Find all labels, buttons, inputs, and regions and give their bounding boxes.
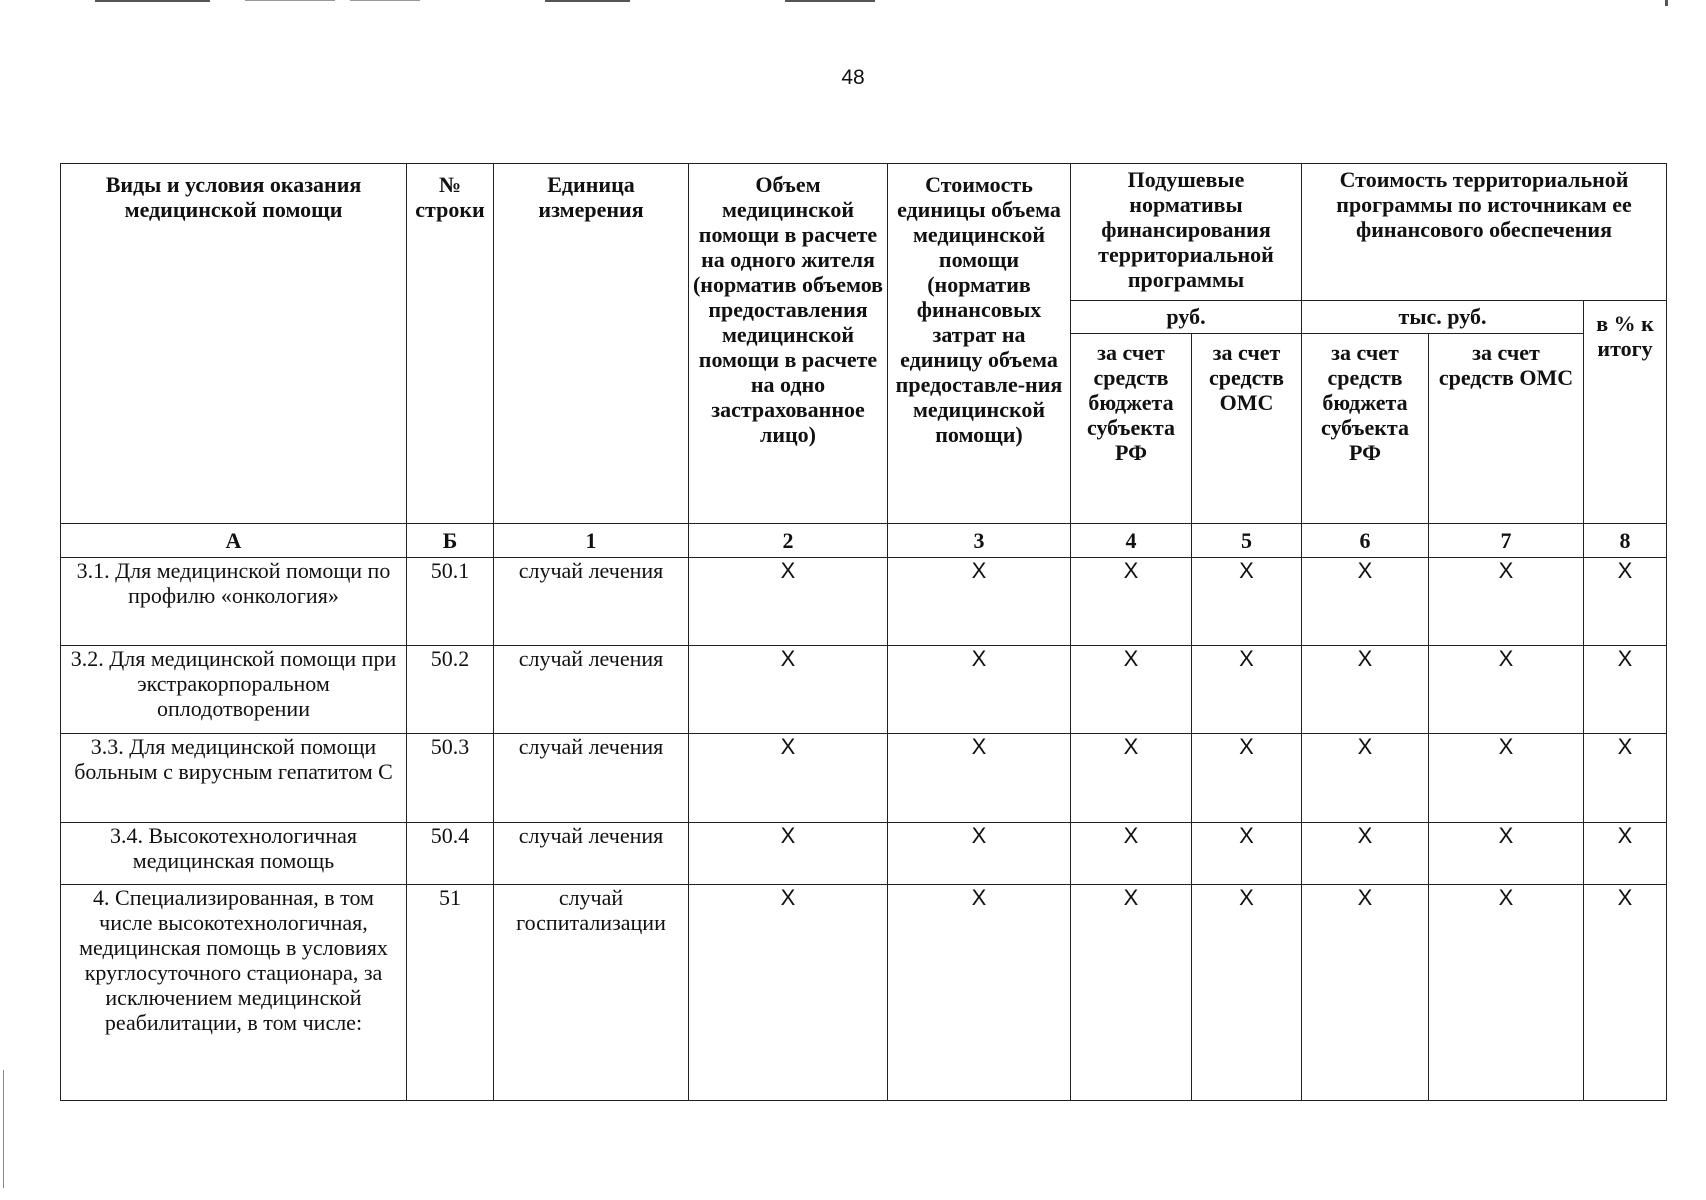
row-value: Х [1429,646,1584,734]
table-row [61,646,1667,734]
row-unit: случай лечения [494,646,689,734]
row-number: 50.3 [407,734,494,823]
column-number: 8 [1584,524,1667,558]
row-value: Х [1429,823,1584,885]
row-value: Х [689,558,888,646]
header-col-5: за счет средств ОМС [1192,334,1302,524]
column-number: А [61,524,407,558]
header-col-3: Стоимость единицы объема медицинской помощи (норматив финансовых затрат на единицу объема предоставле-ния медицинской помощи) [888,164,1071,524]
row-value: Х [1071,885,1192,1101]
column-number: 6 [1302,524,1429,558]
header-percent-total: в % к итогу [1584,301,1667,524]
row-value: Х [1584,646,1667,734]
header-col-7: за счет средств ОМС [1429,334,1584,524]
page-number: 48 [841,66,865,89]
row-value: Х [888,558,1071,646]
row-value: Х [1071,823,1192,885]
row-name: 4. Специализированная, в том числе высокотехнологичная, медицинская помощь в условиях круглосуточного стационара, за исключением медицинской реабилитации, в том числе: [61,885,407,1101]
scan-artifact [245,0,335,1]
header-row-1 [61,164,1667,301]
scan-artifact [1665,0,1668,6]
scan-artifact [785,0,875,2]
header-col-a: Виды и условия оказания медицинской помощи [61,164,407,524]
row-value: Х [1192,734,1302,823]
row-name: 3.3. Для медицинской помощи больным с вирусным гепатитом С [61,734,407,823]
row-value: Х [1192,558,1302,646]
row-value: Х [888,734,1071,823]
row-value: Х [1302,734,1429,823]
row-value: Х [1429,734,1584,823]
row-value: Х [1302,646,1429,734]
row-value: Х [1429,558,1584,646]
scan-artifact [545,0,630,2]
column-number: 1 [494,524,689,558]
row-value: Х [1584,558,1667,646]
table-row [61,734,1667,823]
row-value: Х [1302,823,1429,885]
header-group-per-capita: Подушевые нормативы финансирования территориальной программы [1071,164,1302,301]
row-name: 3.4. Высокотехнологичная медицинская помощь [61,823,407,885]
header-col-b: № строки [407,164,494,524]
row-number: 51 [407,885,494,1101]
row-unit: случай лечения [494,558,689,646]
table-row [61,558,1667,646]
column-number: 4 [1071,524,1192,558]
header-group-cost: Стоимость территориальной программы по источникам ее финансового обеспечения [1302,164,1667,301]
table-row [61,823,1667,885]
row-number: 50.2 [407,646,494,734]
row-value: Х [1429,885,1584,1101]
column-number: 2 [689,524,888,558]
column-number-row [61,524,1667,558]
row-value: Х [689,646,888,734]
row-value: Х [1192,823,1302,885]
column-number: 3 [888,524,1071,558]
row-name: 3.1. Для медицинской помощи по профилю «онкология» [61,558,407,646]
row-value: Х [888,885,1071,1101]
row-unit: случай госпитализации [494,885,689,1101]
row-value: Х [1071,558,1192,646]
row-value: Х [689,823,888,885]
row-number: 50.1 [407,558,494,646]
row-value: Х [689,885,888,1101]
row-value: Х [1584,885,1667,1101]
header-col-2: Объем медицинской помощи в расчете на одного жителя (норматив объемов предоставления медицинской помощи в расчете на одно застрахованное лицо) [689,164,888,524]
row-value: Х [1302,885,1429,1101]
header-unit-rub: руб. [1071,301,1302,334]
row-value: Х [1192,885,1302,1101]
scan-artifact [3,1070,4,1188]
row-value: Х [1071,646,1192,734]
row-value: Х [888,823,1071,885]
row-value: Х [1584,823,1667,885]
row-value: Х [1192,646,1302,734]
row-value: Х [1302,558,1429,646]
row-value: Х [888,646,1071,734]
header-unit-thousand-rub: тыс. руб. [1302,301,1584,334]
row-value: Х [689,734,888,823]
row-unit: случай лечения [494,823,689,885]
row-name: 3.2. Для медицинской помощи при экстракорпоральном оплодотворении [61,646,407,734]
row-value: Х [1584,734,1667,823]
row-value: Х [1071,734,1192,823]
header-col-4: за счет средств бюджета субъекта РФ [1071,334,1192,524]
row-number: 50.4 [407,823,494,885]
header-col-6: за счет средств бюджета субъекта РФ [1302,334,1429,524]
scan-artifact [350,0,420,1]
column-number: 5 [1192,524,1302,558]
header-col-1: Единица измерения [494,164,689,524]
row-unit: случай лечения [494,734,689,823]
table-row [61,885,1667,1101]
financing-table [60,163,1667,1101]
column-number: Б [407,524,494,558]
column-number: 7 [1429,524,1584,558]
scan-artifact [95,0,210,2]
